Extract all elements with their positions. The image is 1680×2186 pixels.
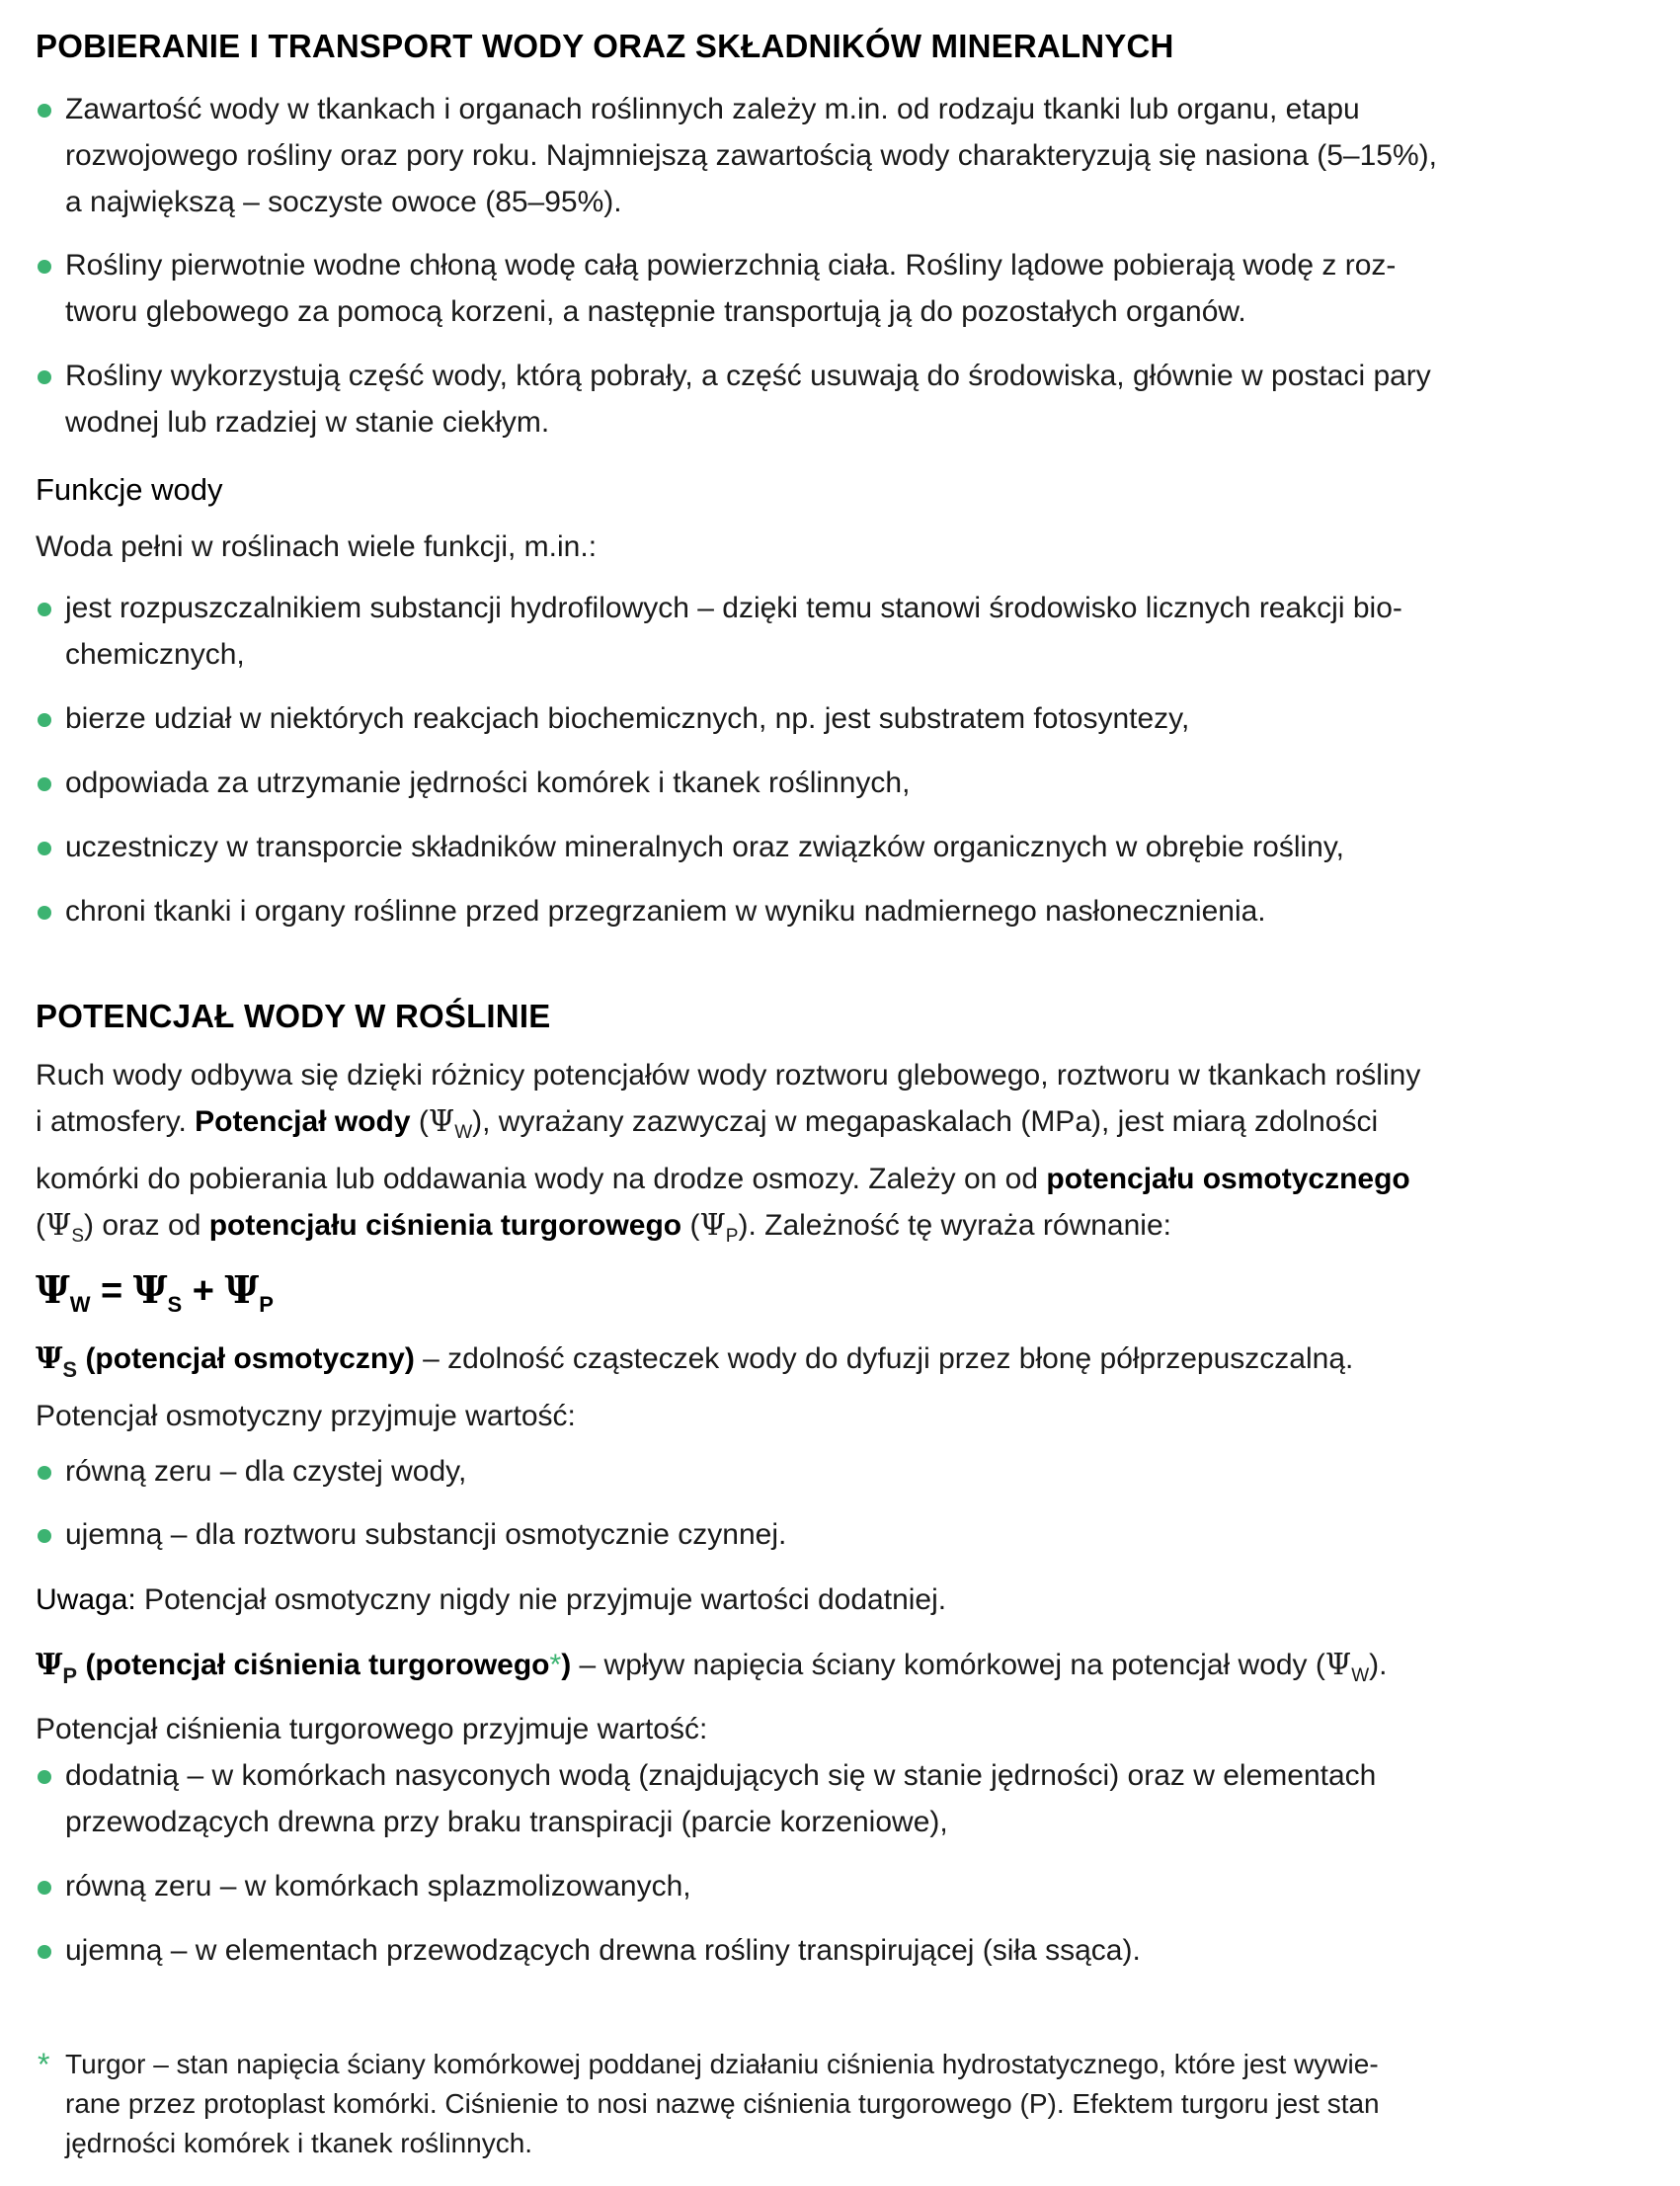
psi-symbol: Ψ — [1324, 1648, 1352, 1682]
text-line: równą zeru – w komórkach splazmolizowanych, — [65, 1870, 691, 1903]
term-osmotic-potential: potencjału osmotycznego — [1046, 1163, 1410, 1195]
text-line: uczestniczy w transporcie składników mineralnych oraz związków organicznych w obrębie rośliny, — [65, 831, 1344, 863]
subscript: W — [1351, 1665, 1370, 1686]
term-water-potential: Potencjał wody — [195, 1105, 411, 1138]
bullet-icon — [38, 603, 51, 616]
functions-intro: Woda pełni w roślinach wiele funkcji, m.in.: — [36, 530, 598, 563]
turgor-potential-definition — [36, 1642, 1645, 1699]
psi-symbol: Ψ — [36, 1267, 70, 1312]
bullet-icon — [38, 777, 51, 791]
list-item — [36, 1448, 1645, 1495]
text-line: bierze udział w niektórych reakcjach biochemicznych, np. jest substratem fotosyntezy, — [65, 702, 1190, 735]
text-line: Potencjał osmotyczny przyjmuje wartość: — [36, 1400, 576, 1432]
section-title-water-uptake: POBIERANIE I TRANSPORT WODY ORAZ SKŁADNIKÓW MINERALNYCH — [36, 28, 1174, 64]
subscript: S — [167, 1292, 183, 1317]
text-fragment: ( — [681, 1209, 700, 1242]
text-line: Rośliny pierwotnie wodne chłoną wodę całą powierzchnią ciała. Rośliny lądowe pobierają wodę z roz- — [65, 249, 1397, 282]
list-item — [36, 695, 1645, 742]
text-line: rozwojowego rośliny oraz pory roku. Najmniejszą zawartością wody charakteryzują się nasiona (5–15%), — [65, 139, 1437, 172]
water-potential-equation — [36, 1267, 274, 1318]
list-item — [36, 824, 1645, 870]
bullet-icon — [38, 260, 51, 274]
bullet-icon — [38, 1466, 51, 1480]
list-item — [36, 86, 1645, 225]
bullet-icon — [38, 1881, 51, 1895]
text-line: przewodzących drewna przy braku transpiracji (parcie korzeniowe), — [65, 1806, 948, 1838]
term-turgor-potential: (potencjał ciśnienia turgorowego — [85, 1649, 550, 1681]
text-line: odpowiada za utrzymanie jędrności komórek i tkanek roślinnych, — [65, 767, 911, 799]
list-item — [36, 1752, 1645, 1845]
psi-symbol: Ψ — [428, 1104, 455, 1139]
equals-sign: = — [90, 1270, 133, 1312]
psi-symbol: Ψ — [45, 1208, 72, 1243]
text-fragment: ( — [410, 1105, 429, 1138]
footnote — [36, 2045, 1645, 2163]
list-item — [36, 1927, 1645, 1974]
subscript: P — [725, 1226, 739, 1247]
text-fragment: ( — [36, 1209, 45, 1242]
note-label: Uwaga: — [36, 1583, 136, 1616]
turgor-intro: Potencjał ciśnienia turgorowego przyjmuje wartość: — [36, 1713, 708, 1745]
text-line: jędrności komórek i tkanek roślinnych. — [65, 2128, 533, 2158]
note — [36, 1577, 1645, 1623]
bullet-icon — [38, 906, 51, 920]
psi-symbol: Ψ — [36, 1341, 63, 1376]
footnote-marker: * — [549, 1649, 562, 1681]
text-fragment: i atmosfery. — [36, 1105, 196, 1138]
list-item — [36, 760, 1645, 806]
text-line: jest rozpuszczalnikiem substancji hydrofilowych – dzięki temu stanowi środowisko licznych reakcji bio- — [65, 592, 1402, 624]
text-line — [36, 1336, 1645, 1393]
psi-symbol: Ψ — [224, 1267, 260, 1312]
plus-sign: + — [182, 1270, 225, 1312]
text-line — [36, 1098, 1645, 1156]
psi-symbol: Ψ — [132, 1267, 168, 1312]
text-fragment: ), wyrażany zazwyczaj w megapaskalach (MPa), jest miarą zdolności — [472, 1105, 1379, 1138]
subscript: P — [259, 1292, 274, 1317]
text-line: chemicznych, — [65, 638, 245, 671]
text-line: równą zeru – dla czystej wody, — [65, 1455, 467, 1488]
text-line: ujemną – w elementach przewodzących drewna rośliny transpirującej (siła ssąca). — [65, 1934, 1141, 1967]
bullet-icon — [38, 1770, 51, 1784]
text-line: a największą – soczyste owoce (85–95%). — [65, 186, 622, 218]
text-line: Rośliny wykorzystują część wody, którą pobrały, a część usuwają do środowiska, głównie w postaci pary — [65, 360, 1431, 392]
text-fragment: – zdolność cząsteczek wody do dyfuzji przez błonę półprzepuszczalną. — [414, 1342, 1354, 1375]
term-osmotic-potential: (potencjał osmotyczny) — [85, 1342, 415, 1375]
list-item — [36, 1863, 1645, 1909]
text-line: Zawartość wody w tkankach i organach roślinnych zależy m.in. od rodzaju tkanki lub organu, etapu — [65, 93, 1360, 125]
text-line: ujemną – dla roztworu substancji osmotycznie czynnej. — [65, 1518, 787, 1551]
subheading-water-functions: Funkcje wody — [36, 472, 223, 507]
text-fragment: – wpływ napięcia ściany komórkowej na potencjał wody ( — [571, 1649, 1325, 1681]
osmotic-potential-definition — [36, 1336, 1645, 1439]
text-fragment: komórki do pobierania lub oddawania wody na drodze osmozy. Zależy on od — [36, 1163, 1047, 1195]
text-line: dodatnią – w komórkach nasyconych wodą (znajdujących się w stanie jędrności) oraz w elementach — [65, 1759, 1377, 1792]
psi-symbol: Ψ — [36, 1648, 63, 1682]
bullet-icon — [38, 370, 51, 384]
list-item — [36, 242, 1645, 335]
note-text: Potencjał osmotyczny nigdy nie przyjmuje wartości dodatniej. — [135, 1583, 947, 1616]
text-line — [36, 1642, 1645, 1699]
text-fragment: ). — [1369, 1649, 1388, 1681]
text-line: Ruch wody odbywa się dzięki różnicy potencjałów wody roztworu glebowego, roztworu w tkankach rośliny — [36, 1059, 1421, 1092]
list-item — [36, 888, 1645, 934]
list-item — [36, 353, 1645, 445]
text-line — [36, 1156, 1645, 1202]
subscript: W — [454, 1122, 473, 1143]
text-line: chroni tkanki i organy roślinne przed przegrzaniem w wyniku nadmiernego nasłonecznienia. — [65, 895, 1266, 928]
text-line: Turgor – stan napięcia ściany komórkowej poddanej działaniu ciśnienia hydrostatycznego, które jest wywie- — [65, 2049, 1379, 2079]
section-title-water-potential: POTENCJAŁ WODY W ROŚLINIE — [36, 998, 551, 1034]
text-line — [36, 1202, 1645, 1259]
bullet-icon — [38, 842, 51, 855]
water-potential-paragraph — [36, 1052, 1645, 1259]
text-fragment: ) oraz od — [84, 1209, 209, 1242]
text-line: wodnej lub rzadziej w stanie ciekłym. — [65, 406, 550, 439]
bullet-icon — [38, 1945, 51, 1959]
bullet-icon — [38, 104, 51, 118]
text-fragment: ) — [561, 1649, 572, 1681]
bullet-icon — [38, 713, 51, 727]
subscript: S — [62, 1357, 78, 1382]
list-item — [36, 585, 1645, 678]
list-item — [36, 1511, 1645, 1558]
text-line: rane przez protoplast komórki. Ciśnienie to nosi nazwę ciśnienia turgorowego (P). Efektem turgoru jest stan — [65, 2088, 1380, 2119]
term-turgor-pressure-potential: potencjału ciśnienia turgorowego — [208, 1209, 682, 1242]
text-fragment: ). Zależność tę wyraża równanie: — [738, 1209, 1171, 1242]
psi-symbol: Ψ — [699, 1208, 726, 1243]
bullet-icon — [38, 1529, 51, 1543]
subscript: P — [62, 1663, 78, 1688]
text-line: tworu glebowego za pomocą korzeni, a następnie transportują ją do pozostałych organów. — [65, 295, 1246, 328]
subscript: W — [69, 1292, 91, 1317]
subscript: S — [71, 1226, 84, 1247]
footnote-marker: * — [38, 2047, 50, 2082]
